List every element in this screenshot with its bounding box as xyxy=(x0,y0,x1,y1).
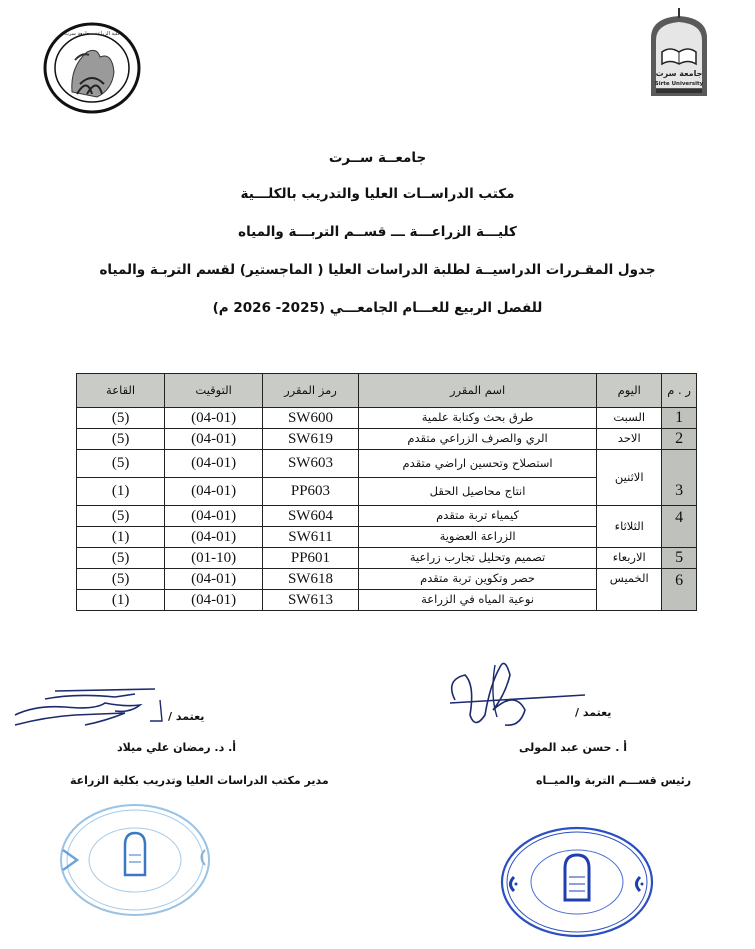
row-course-code: PP601 xyxy=(263,548,359,569)
faculty-department-heading: كليـــة الزراعـــة ـــ قســم التربـــة والمياه xyxy=(238,224,517,240)
row-num: 4 xyxy=(662,506,697,548)
row-day: الاثنين xyxy=(597,450,662,506)
row-course-code: SW619 xyxy=(263,429,359,450)
table-row xyxy=(77,408,697,429)
table-row xyxy=(77,548,697,569)
right-approve-label: يعتمد / xyxy=(575,706,612,719)
semester-heading: للفصل الربيع للعـــام الجامعـــي (2025- 2026 م) xyxy=(212,300,543,316)
row-num: 6 xyxy=(662,569,697,611)
row-course-code: SW600 xyxy=(263,408,359,429)
row-course-name: الزراعة العضوية xyxy=(358,527,596,548)
row-course-code: SW604 xyxy=(263,506,359,527)
office-heading: مكتب الدراســات العليا والتدريب بالكلـــية xyxy=(240,186,515,202)
table-row xyxy=(77,429,697,450)
row-day: الثلاثاء xyxy=(597,506,662,548)
svg-text:كلية الزراعة - جامعة سرت: كلية الزراعة - جامعة سرت xyxy=(64,31,120,37)
row-course-name: استصلاح وتحسين اراضي متقدم xyxy=(358,450,596,478)
row-room: (5) xyxy=(77,548,165,569)
row-time: (04-01) xyxy=(165,478,263,506)
row-day: السبت xyxy=(597,408,662,429)
row-course-code: SW618 xyxy=(263,569,359,590)
row-time: (04-01) xyxy=(165,527,263,548)
header-course-name: اسم المقرر xyxy=(358,374,596,408)
header-num: ر . م xyxy=(662,374,697,408)
row-time: (04-01) xyxy=(165,569,263,590)
left-signatory-name: أ. د. رمضان علي ميلاد xyxy=(117,741,237,754)
header-time: التوقيت xyxy=(165,374,263,408)
row-day: الاربعاء xyxy=(597,548,662,569)
svg-text:جامعة سرت: جامعة سرت xyxy=(655,69,703,78)
row-num: 2 xyxy=(662,429,697,450)
department-stamp-icon xyxy=(497,822,657,942)
right-signatory-name: أ . حسن عبد المولى xyxy=(519,741,628,754)
sirte-university-logo-icon xyxy=(648,8,710,100)
header-day: اليوم xyxy=(597,374,662,408)
university-name-heading: جامعــة ســرت xyxy=(328,150,427,166)
faculty-of-agriculture-seal-icon xyxy=(42,22,142,114)
table-header-row xyxy=(77,374,697,408)
row-course-name: تصميم وتحليل تجارب زراعية xyxy=(358,548,596,569)
left-approve-label: يعتمد / xyxy=(168,710,205,723)
row-course-code: SW613 xyxy=(263,590,359,611)
schedule-title-heading: جدول المقـررات الدراسيــة لطلبة الدراسات العليا ( الماجستير) لقسم التربـة والمياه xyxy=(99,262,656,278)
signature-left-icon xyxy=(5,685,165,730)
row-time: (04-01) xyxy=(165,450,263,478)
row-room: (1) xyxy=(77,590,165,611)
header-course-code: رمز المقرر xyxy=(263,374,359,408)
row-num: 5 xyxy=(662,548,697,569)
row-course-name: كيمياء تربة متقدم xyxy=(358,506,596,527)
row-day: الخميس xyxy=(597,569,662,611)
row-time: (04-01) xyxy=(165,506,263,527)
table-row xyxy=(77,506,697,527)
row-course-name: انتاج محاصيل الحقل xyxy=(358,478,596,506)
row-room: (1) xyxy=(77,527,165,548)
row-room: (5) xyxy=(77,408,165,429)
signature-right-icon xyxy=(445,655,585,735)
row-room: (5) xyxy=(77,569,165,590)
row-room: (5) xyxy=(77,450,165,478)
row-time: (04-01) xyxy=(165,429,263,450)
table-row xyxy=(77,450,697,478)
row-num: 1 xyxy=(662,408,697,429)
right-signatory-title: رئيس قســـم التربة والميــاه xyxy=(536,774,692,787)
row-course-name: طرق بحث وكتابة علمية xyxy=(358,408,596,429)
row-num: 3 xyxy=(662,450,697,506)
header-room: القاعة xyxy=(77,374,165,408)
row-day: الاحد xyxy=(597,429,662,450)
row-course-name: الري والصرف الزراعي متقدم xyxy=(358,429,596,450)
svg-text:Sirte University: Sirte University xyxy=(654,81,704,87)
row-time: (04-01) xyxy=(165,590,263,611)
row-time: (04-01) xyxy=(165,408,263,429)
row-course-code: PP603 xyxy=(263,478,359,506)
row-course-code: SW611 xyxy=(263,527,359,548)
row-course-code: SW603 xyxy=(263,450,359,478)
row-room: (1) xyxy=(77,478,165,506)
row-course-name: حصر وتكوين تربة متقدم xyxy=(358,569,596,590)
row-room: (5) xyxy=(77,429,165,450)
left-signatory-title: مدير مكتب الدراسات العليا وتدريب بكلية الزراعة xyxy=(70,774,329,787)
row-course-name: نوعية المياه في الزراعة xyxy=(358,590,596,611)
course-schedule-table xyxy=(76,373,697,611)
row-time: (01-10) xyxy=(165,548,263,569)
office-stamp-icon xyxy=(55,795,215,925)
row-room: (5) xyxy=(77,506,165,527)
table-row xyxy=(77,569,697,590)
